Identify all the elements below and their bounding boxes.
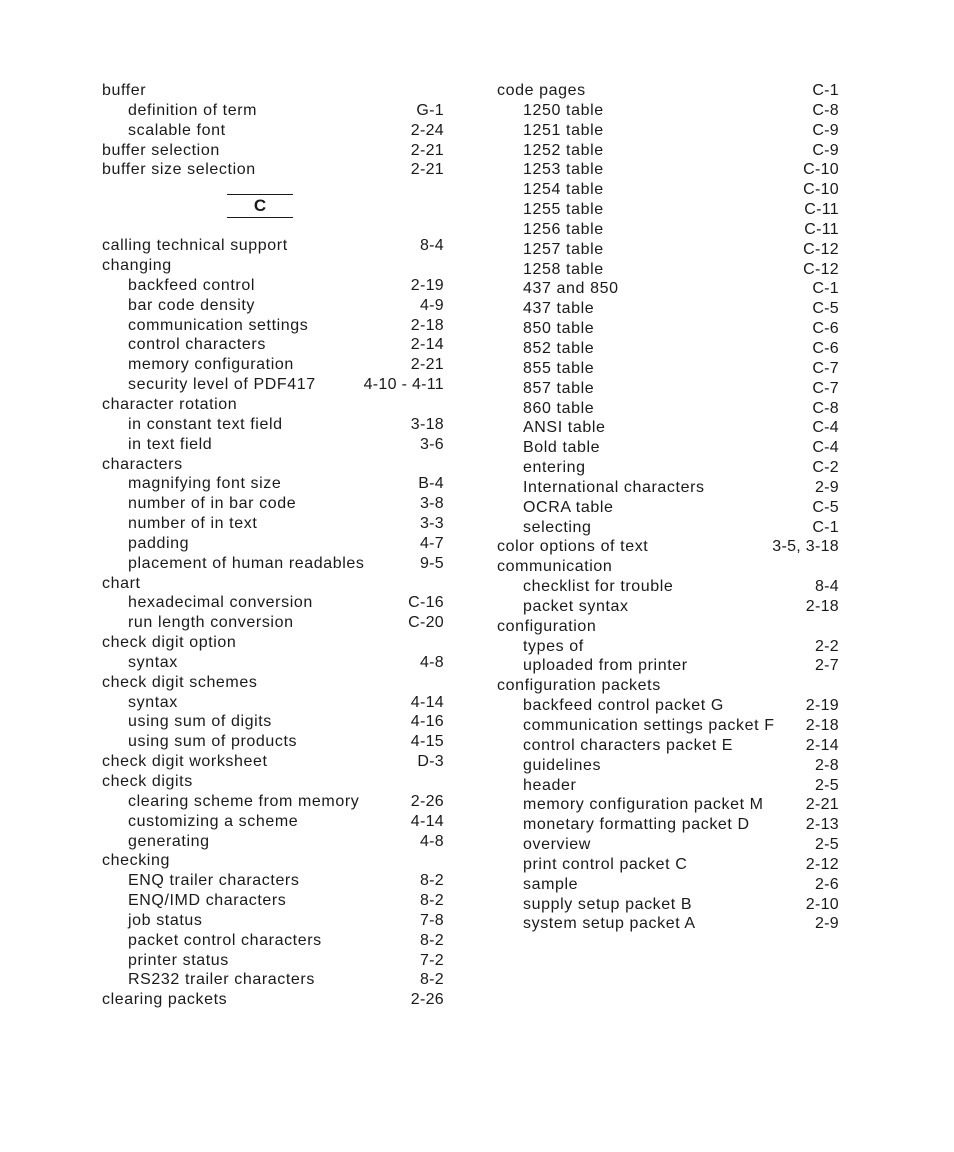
- index-page-ref: 2-7: [814, 657, 839, 675]
- index-entry: [102, 574, 444, 594]
- index-term: communication: [497, 558, 613, 576]
- index-entry: [102, 236, 444, 256]
- index-subentry: [497, 875, 839, 895]
- index-term: using sum of products: [128, 733, 298, 751]
- index-subentry: [497, 478, 839, 498]
- index-subentry: [497, 418, 839, 438]
- index-subentry: [497, 260, 839, 280]
- index-term: types of: [523, 637, 584, 655]
- index-subentry: [102, 792, 444, 812]
- index-term: in constant text field: [128, 415, 283, 433]
- index-term: checklist for trouble: [523, 578, 674, 596]
- index-page-ref: 2-14: [410, 336, 444, 354]
- index-term: customizing a scheme: [128, 812, 299, 830]
- index-page-ref: 2-8: [814, 756, 839, 774]
- index-term: syntax: [128, 693, 178, 711]
- index-page-ref: 4-16: [410, 713, 444, 731]
- index-term: 855 table: [523, 359, 595, 377]
- index-term: RS232 trailer characters: [128, 971, 315, 989]
- index-term: header: [523, 776, 577, 794]
- index-subentry: [102, 101, 444, 121]
- index-entry: [497, 557, 839, 577]
- index-page-ref: 7-2: [419, 951, 444, 969]
- index-subentry: [102, 474, 444, 494]
- index-term: 437 table: [523, 300, 595, 318]
- index-page-ref: 2-12: [805, 855, 839, 873]
- index-page-ref: 2-18: [805, 717, 839, 734]
- index-page-ref: C-9: [812, 121, 839, 139]
- index-page-ref: 2-19: [410, 276, 444, 294]
- index-entry: [497, 676, 839, 696]
- index-term: control characters: [128, 336, 266, 354]
- index-term: communication settings packet F: [523, 717, 775, 734]
- index-page-ref: 2-9: [814, 915, 839, 933]
- index-subentry: [497, 399, 839, 419]
- index-term: printer status: [128, 951, 229, 969]
- index-page-ref: 8-4: [419, 237, 444, 255]
- index-subentry: [497, 656, 839, 676]
- index-subentry: [102, 911, 444, 931]
- index-page-ref: 4-8: [419, 832, 444, 850]
- index-page-ref: C-11: [804, 220, 839, 238]
- index-subentry: [102, 613, 444, 633]
- index-entry: [102, 256, 444, 276]
- index-page-ref: 3-18: [410, 415, 444, 433]
- index-term: placement of human readables: [128, 554, 365, 572]
- index-term: syntax: [128, 653, 178, 671]
- index-subentry: [497, 101, 839, 121]
- index-subentry: [102, 951, 444, 971]
- index-subentry: [497, 696, 839, 716]
- index-page-ref: 4-15: [410, 733, 444, 751]
- index-page-ref: 8-4: [814, 578, 839, 596]
- index-page-ref: 2-19: [805, 697, 839, 715]
- index-term: clearing scheme from memory: [128, 792, 360, 810]
- index-term: International characters: [523, 478, 705, 496]
- index-page-ref: 2-21: [410, 141, 444, 159]
- index-page-ref: C-10: [803, 161, 839, 179]
- index-term: guidelines: [523, 756, 602, 774]
- index-page-ref: C-1: [812, 280, 839, 298]
- index-subentry: [102, 435, 444, 455]
- index-term: code pages: [497, 82, 586, 99]
- index-term: buffer selection: [102, 141, 220, 159]
- index-page-ref: 2-18: [805, 597, 839, 615]
- index-subentry: [102, 891, 444, 911]
- index-subentry: [102, 554, 444, 574]
- index-subentry: [497, 180, 839, 200]
- index-page-ref: C-6: [812, 339, 839, 357]
- index-term: changing: [102, 257, 172, 275]
- index-term: job status: [128, 911, 203, 929]
- index-column-left: [102, 81, 444, 1010]
- index-subentry: [102, 832, 444, 852]
- index-subentry: [497, 498, 839, 518]
- index-term: selecting: [523, 518, 592, 536]
- index-page-ref: C-1: [812, 518, 839, 536]
- index-term: number of in text: [128, 515, 258, 533]
- index-subentry: [497, 121, 839, 141]
- index-page-ref: 2-21: [410, 161, 444, 179]
- index-page-ref: C-11: [804, 201, 839, 219]
- index-subentry: [102, 653, 444, 673]
- index-term: number of in bar code: [128, 495, 297, 513]
- index-subentry: [102, 494, 444, 514]
- index-term: checking: [102, 852, 170, 870]
- index-term: character rotation: [102, 395, 238, 413]
- index-term: check digit worksheet: [102, 753, 268, 771]
- index-term: calling technical support: [102, 237, 288, 255]
- index-term: ANSI table: [523, 419, 606, 437]
- index-column-right: [497, 81, 839, 934]
- index-page-ref: 2-10: [805, 895, 839, 913]
- index-term: clearing packets: [102, 991, 228, 1009]
- index-page-ref: B-4: [418, 475, 444, 493]
- index-page-ref: C-7: [812, 359, 839, 377]
- index-term: 857 table: [523, 379, 595, 397]
- index-subentry: [497, 736, 839, 756]
- index-term: check digit option: [102, 634, 237, 652]
- index-term: configuration packets: [497, 677, 661, 695]
- index-term: system setup packet A: [523, 915, 696, 933]
- index-page-ref: C-8: [812, 399, 839, 417]
- index-term: 1257 table: [523, 240, 604, 258]
- index-term: configuration: [497, 617, 597, 635]
- index-subentry: [102, 812, 444, 832]
- index-subentry: [102, 534, 444, 554]
- index-entry: [102, 633, 444, 653]
- index-term: bar code density: [128, 296, 256, 314]
- index-term: 1255 table: [523, 201, 604, 219]
- index-page-ref: 4-10 - 4-11: [363, 376, 444, 394]
- index-term: buffer size selection: [102, 161, 256, 179]
- index-subentry: [497, 756, 839, 776]
- index-subentry: [497, 339, 839, 359]
- index-entry: [102, 141, 444, 161]
- index-term: overview: [523, 836, 591, 854]
- index-subentry: [497, 279, 839, 299]
- index-term: 1251 table: [523, 121, 604, 139]
- index-page-ref: C-5: [812, 498, 839, 516]
- index-letter-heading: [102, 180, 444, 236]
- index-entry: [102, 395, 444, 415]
- index-page-ref: 3-3: [419, 515, 444, 533]
- index-entry: [497, 81, 839, 101]
- index-page-ref: C-20: [408, 614, 444, 632]
- index-page-ref: 2-21: [410, 356, 444, 374]
- index-page-ref: 9-5: [419, 554, 444, 572]
- index-page-ref: 2-13: [805, 816, 839, 834]
- index-subentry: [497, 200, 839, 220]
- index-term: 1254 table: [523, 181, 604, 199]
- index-subentry: [497, 518, 839, 538]
- index-page-ref: 4-7: [419, 534, 444, 552]
- index-entry: [102, 81, 444, 101]
- index-term: 850 table: [523, 320, 595, 338]
- index-page-ref: 8-2: [419, 971, 444, 989]
- index-page-ref: 8-2: [419, 872, 444, 890]
- index-term: using sum of digits: [128, 713, 272, 731]
- index-term: check digit schemes: [102, 673, 258, 691]
- index-subentry: [497, 240, 839, 260]
- index-subentry: [102, 712, 444, 732]
- index-term: 852 table: [523, 339, 595, 357]
- index-subentry: [102, 931, 444, 951]
- index-term: color options of text: [497, 538, 649, 556]
- index-page-ref: 3-5, 3-18: [772, 538, 839, 556]
- index-entry: [102, 752, 444, 772]
- index-page-ref: 8-2: [419, 931, 444, 949]
- index-subentry: [497, 220, 839, 240]
- index-subentry: [497, 895, 839, 915]
- index-subentry: [102, 121, 444, 141]
- index-term: scalable font: [128, 121, 226, 139]
- index-page-ref: C-12: [803, 260, 839, 278]
- index-entry: [102, 851, 444, 871]
- index-page-ref: C-12: [803, 240, 839, 258]
- index-page-ref: 2-18: [410, 316, 444, 334]
- index-page-ref: C-4: [812, 439, 839, 457]
- index-term: Bold table: [523, 439, 601, 457]
- index-term: backfeed control: [128, 276, 256, 294]
- index-term: chart: [102, 574, 141, 592]
- index-page-ref: 7-8: [419, 911, 444, 929]
- index-term: backfeed control packet G: [523, 697, 724, 715]
- index-entry: [102, 990, 444, 1010]
- index-term: check digits: [102, 773, 193, 790]
- index-term: communication settings: [128, 316, 309, 334]
- index-entry: [102, 772, 444, 792]
- index-subentry: [102, 871, 444, 891]
- index-term: 1250 table: [523, 101, 604, 119]
- index-term: in text field: [128, 435, 213, 453]
- index-page-ref: 2-6: [814, 875, 839, 893]
- index-page-ref: 4-14: [410, 812, 444, 830]
- index-subentry: [497, 835, 839, 855]
- index-page-ref: 2-2: [814, 637, 839, 655]
- index-term: definition of term: [128, 101, 258, 119]
- index-subentry: [102, 593, 444, 613]
- index-subentry: [497, 637, 839, 657]
- index-subentry: [497, 438, 839, 458]
- index-subentry: [102, 693, 444, 713]
- index-page-ref: 3-8: [419, 495, 444, 513]
- index-entry: [102, 160, 444, 180]
- index-page-ref: C-2: [812, 459, 839, 477]
- index-page-ref: 2-24: [410, 121, 444, 139]
- index-page-ref: 2-21: [805, 796, 839, 814]
- index-term: magnifying font size: [128, 475, 282, 493]
- index-subentry: [497, 716, 839, 736]
- index-term: memory configuration packet M: [523, 796, 764, 814]
- letter-heading-label: C: [227, 194, 293, 218]
- index-entry: [497, 537, 839, 557]
- index-subentry: [497, 855, 839, 875]
- index-subentry: [497, 160, 839, 180]
- index-term: characters: [102, 455, 183, 473]
- index-subentry: [102, 355, 444, 375]
- index-page-ref: 4-8: [419, 653, 444, 671]
- index-term: print control packet C: [523, 855, 688, 873]
- index-page-ref: C-9: [812, 141, 839, 159]
- index-page-ref: 4-9: [419, 296, 444, 314]
- index-subentry: [102, 415, 444, 435]
- index-subentry: [497, 795, 839, 815]
- index-term: run length conversion: [128, 614, 294, 632]
- index-term: 1253 table: [523, 161, 604, 179]
- index-entry: [102, 673, 444, 693]
- index-page-ref: C-10: [803, 181, 839, 199]
- index-subentry: [497, 141, 839, 161]
- index-entry: [497, 617, 839, 637]
- index-subentry: [102, 316, 444, 336]
- index-term: 860 table: [523, 399, 595, 417]
- index-term: security level of PDF417: [128, 376, 316, 394]
- index-subentry: [497, 458, 839, 478]
- index-page-ref: 8-2: [419, 892, 444, 910]
- index-subentry: [497, 815, 839, 835]
- index-subentry: [102, 296, 444, 316]
- index-subentry: [102, 514, 444, 534]
- index-term: control characters packet E: [523, 736, 734, 754]
- index-term: 437 and 850: [523, 280, 619, 298]
- index-term: padding: [128, 534, 190, 552]
- index-term: memory configuration: [128, 356, 294, 374]
- index-page-ref: C-8: [812, 101, 839, 119]
- index-page-ref: C-16: [408, 594, 444, 612]
- index-page-ref: 3-6: [419, 435, 444, 453]
- index-subentry: [497, 597, 839, 617]
- index-subentry: [497, 379, 839, 399]
- index-term: packet syntax: [523, 597, 629, 615]
- index-page-ref: 2-5: [814, 836, 839, 854]
- index-entry: [102, 455, 444, 475]
- index-subentry: [497, 299, 839, 319]
- index-page-ref: 2-26: [410, 792, 444, 810]
- index-term: packet control characters: [128, 931, 322, 949]
- index-page-ref: 2-26: [410, 991, 444, 1009]
- index-term: generating: [128, 832, 210, 850]
- index-page-ref: D-3: [417, 753, 444, 771]
- index-term: buffer: [102, 82, 147, 99]
- index-subentry: [102, 335, 444, 355]
- index-page-ref: G-1: [416, 101, 444, 119]
- index-subentry: [102, 970, 444, 990]
- index-term: 1252 table: [523, 141, 604, 159]
- index-subentry: [497, 776, 839, 796]
- index-term: OCRA table: [523, 498, 614, 516]
- index-term: supply setup packet B: [523, 895, 693, 913]
- index-term: 1256 table: [523, 220, 604, 238]
- index-page-ref: 2-14: [805, 736, 839, 754]
- index-page-ref: 2-9: [814, 478, 839, 496]
- index-term: ENQ trailer characters: [128, 872, 300, 890]
- index-page-ref: C-7: [812, 379, 839, 397]
- index-term: sample: [523, 875, 579, 893]
- index-page-ref: C-6: [812, 320, 839, 338]
- index-term: hexadecimal conversion: [128, 594, 313, 612]
- index-term: 1258 table: [523, 260, 604, 278]
- index-subentry: [497, 577, 839, 597]
- index-subentry: [497, 914, 839, 934]
- index-subentry: [102, 375, 444, 395]
- index-subentry: [497, 359, 839, 379]
- index-page-ref: 2-5: [814, 776, 839, 794]
- index-page-ref: C-5: [812, 300, 839, 318]
- index-page-ref: C-1: [812, 82, 839, 99]
- index-subentry: [102, 276, 444, 296]
- index-term: uploaded from printer: [523, 657, 688, 675]
- index-page-ref: 4-14: [410, 693, 444, 711]
- index-term: monetary formatting packet D: [523, 816, 750, 834]
- index-term: ENQ/IMD characters: [128, 892, 287, 910]
- index-page-ref: C-4: [812, 419, 839, 437]
- index-subentry: [102, 732, 444, 752]
- index-term: entering: [523, 459, 586, 477]
- index-subentry: [497, 319, 839, 339]
